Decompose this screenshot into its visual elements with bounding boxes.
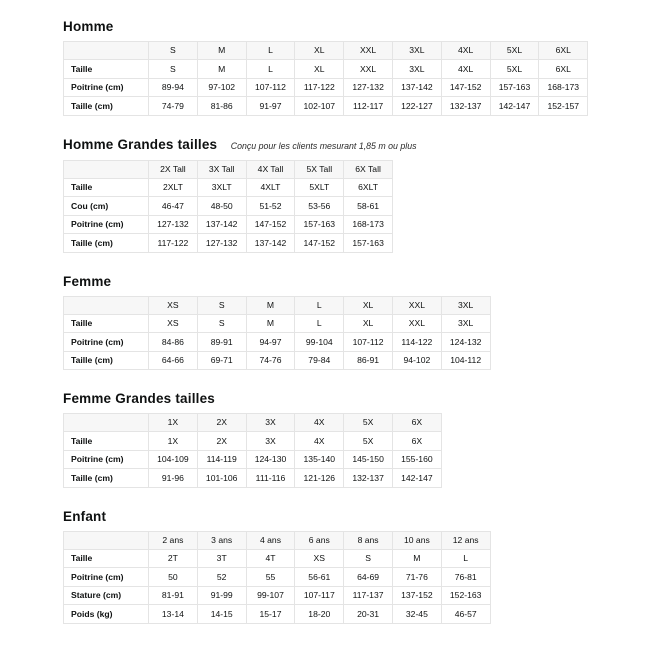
table-cell: 79-84 <box>295 351 344 369</box>
section-title: Homme <box>63 19 114 34</box>
table-cell: 122-127 <box>392 97 441 115</box>
size-chart-sections <box>63 19 650 624</box>
table-cell: L <box>441 550 490 568</box>
column-header: XS <box>149 296 198 314</box>
size-table <box>63 41 588 116</box>
table-row <box>64 234 393 252</box>
table-cell: 102-107 <box>295 97 344 115</box>
table-cell: 55 <box>246 568 295 586</box>
corner-cell <box>64 414 149 432</box>
column-header: 6 ans <box>295 531 344 549</box>
row-label: Stature (cm) <box>64 586 149 604</box>
table-cell: 48-50 <box>197 197 246 215</box>
row-label: Taille (cm) <box>64 97 149 115</box>
table-cell: 152-163 <box>441 586 490 604</box>
column-header: S <box>197 296 246 314</box>
column-header: 3X <box>246 414 295 432</box>
table-row <box>64 432 442 450</box>
table-row <box>64 178 393 196</box>
table-cell: 13-14 <box>149 605 198 623</box>
row-label: Poitrine (cm) <box>64 450 149 468</box>
table-cell: 56-61 <box>295 568 344 586</box>
table-cell: 4T <box>246 550 295 568</box>
header-row <box>64 42 588 60</box>
table-cell: 14-15 <box>197 605 246 623</box>
table-cell: M <box>392 550 441 568</box>
table-cell: 137-142 <box>246 234 295 252</box>
table-row <box>64 469 442 487</box>
table-cell: 135-140 <box>295 450 344 468</box>
table-cell: 112-117 <box>344 97 393 115</box>
table-cell: 91-99 <box>197 586 246 604</box>
size-table-body <box>64 550 491 624</box>
table-cell: 91-97 <box>246 97 295 115</box>
table-cell: 99-107 <box>246 586 295 604</box>
table-row <box>64 197 393 215</box>
table-cell: 101-106 <box>197 469 246 487</box>
size-table <box>63 296 491 371</box>
table-cell: 142-147 <box>490 97 539 115</box>
table-cell: 74-79 <box>149 97 198 115</box>
section-title: Enfant <box>63 508 107 524</box>
column-header: 2X Tall <box>149 160 198 178</box>
column-header: 3 ans <box>197 531 246 549</box>
table-cell: 117-122 <box>149 234 198 252</box>
column-header: 3X Tall <box>197 160 246 178</box>
table-cell: 4XL <box>441 60 490 78</box>
table-cell: 111-116 <box>246 469 295 487</box>
table-cell: 64-66 <box>149 351 198 369</box>
table-cell: S <box>344 550 393 568</box>
table-cell: 58-61 <box>344 197 393 215</box>
table-cell: 3XL <box>392 60 441 78</box>
row-label: Taille (cm) <box>64 234 149 252</box>
row-label: Taille (cm) <box>64 469 149 487</box>
table-cell: 2T <box>149 550 198 568</box>
table-cell: 71-76 <box>392 568 441 586</box>
column-header: 4XL <box>441 42 490 60</box>
table-cell: 53-56 <box>295 197 344 215</box>
table-cell: 15-17 <box>246 605 295 623</box>
table-cell: XS <box>149 314 198 332</box>
table-cell: 84-86 <box>149 333 198 351</box>
table-cell: 147-152 <box>246 215 295 233</box>
column-header: 4X Tall <box>246 160 295 178</box>
column-header: S <box>149 42 198 60</box>
table-cell: 6XL <box>539 60 588 78</box>
section-header <box>63 137 650 154</box>
table-row <box>64 550 491 568</box>
corner-cell <box>64 42 149 60</box>
table-cell: 117-137 <box>344 586 393 604</box>
table-cell: 3XL <box>441 314 490 332</box>
table-cell: L <box>295 314 344 332</box>
size-table <box>63 413 442 488</box>
column-header: 3XL <box>441 296 490 314</box>
table-cell: 107-117 <box>295 586 344 604</box>
header-row <box>64 160 393 178</box>
table-cell: 5X <box>344 432 393 450</box>
table-row <box>64 605 491 623</box>
table-row <box>64 351 491 369</box>
size-table-head <box>64 296 491 314</box>
table-cell: 86-91 <box>344 351 393 369</box>
table-cell: 18-20 <box>295 605 344 623</box>
size-table-head <box>64 414 442 432</box>
column-header: M <box>246 296 295 314</box>
column-header: 4 ans <box>246 531 295 549</box>
table-cell: 5XLT <box>295 178 344 196</box>
table-cell: S <box>197 314 246 332</box>
table-cell: 3X <box>246 432 295 450</box>
table-row <box>64 78 588 96</box>
table-cell: 1X <box>149 432 198 450</box>
column-header: 5X <box>344 414 393 432</box>
row-label: Taille (cm) <box>64 351 149 369</box>
table-row <box>64 215 393 233</box>
table-cell: 142-147 <box>392 469 441 487</box>
section-title: Homme Grandes tailles <box>63 136 218 152</box>
table-cell: 32-45 <box>392 605 441 623</box>
table-cell: 69-71 <box>197 351 246 369</box>
table-cell: 132-137 <box>344 469 393 487</box>
table-cell: 107-112 <box>246 78 295 96</box>
table-cell: 51-52 <box>246 197 295 215</box>
header-row <box>64 414 442 432</box>
table-cell: 81-91 <box>149 586 198 604</box>
table-cell: 74-76 <box>246 351 295 369</box>
column-header: 6XL <box>539 42 588 60</box>
column-header: XXL <box>344 42 393 60</box>
column-header: XL <box>295 42 344 60</box>
table-cell: 145-150 <box>344 450 393 468</box>
row-label: Cou (cm) <box>64 197 149 215</box>
table-cell: 168-173 <box>344 215 393 233</box>
table-cell: 127-132 <box>344 78 393 96</box>
size-table-body <box>64 432 442 487</box>
table-cell: 157-163 <box>490 78 539 96</box>
table-cell: 127-132 <box>149 215 198 233</box>
row-label: Poids (kg) <box>64 605 149 623</box>
table-cell: 137-142 <box>197 215 246 233</box>
table-cell: 81-86 <box>197 97 246 115</box>
column-header: L <box>246 42 295 60</box>
corner-cell <box>64 160 149 178</box>
table-cell: 147-152 <box>295 234 344 252</box>
table-cell: 64-69 <box>344 568 393 586</box>
table-cell: 2X <box>197 432 246 450</box>
table-cell: 117-122 <box>295 78 344 96</box>
table-cell: 3XLT <box>197 178 246 196</box>
row-label: Poitrine (cm) <box>64 215 149 233</box>
table-cell: 114-119 <box>197 450 246 468</box>
header-row <box>64 531 491 549</box>
table-cell: 3T <box>197 550 246 568</box>
table-cell: 5XL <box>490 60 539 78</box>
size-table-body <box>64 178 393 252</box>
row-label: Taille <box>64 314 149 332</box>
table-cell: 91-96 <box>149 469 198 487</box>
row-label: Taille <box>64 178 149 196</box>
table-cell: 121-126 <box>295 469 344 487</box>
section-title: Femme Grandes tailles <box>63 391 216 407</box>
table-cell: 155-160 <box>392 450 441 468</box>
size-table-body <box>64 314 491 369</box>
size-table <box>63 531 491 624</box>
table-cell: 46-47 <box>149 197 198 215</box>
table-cell: 46-57 <box>441 605 490 623</box>
table-cell: 2XLT <box>149 178 198 196</box>
size-table-head <box>64 160 393 178</box>
table-cell: 89-94 <box>149 78 198 96</box>
size-table-body <box>64 60 588 115</box>
table-cell: 137-152 <box>392 586 441 604</box>
column-header: 10 ans <box>392 531 441 549</box>
table-cell: S <box>149 60 198 78</box>
table-cell: 147-152 <box>441 78 490 96</box>
table-cell: 104-109 <box>149 450 198 468</box>
column-header: 5XL <box>490 42 539 60</box>
table-cell: 94-102 <box>392 351 441 369</box>
row-label: Poitrine (cm) <box>64 568 149 586</box>
column-header: 5X Tall <box>295 160 344 178</box>
table-cell: 20-31 <box>344 605 393 623</box>
section-header <box>63 509 650 525</box>
table-cell: 114-122 <box>392 333 441 351</box>
table-cell: 97-102 <box>197 78 246 96</box>
size-table-head <box>64 531 491 549</box>
header-row <box>64 296 491 314</box>
table-row <box>64 586 491 604</box>
column-header: M <box>197 42 246 60</box>
column-header: 6X <box>392 414 441 432</box>
table-row <box>64 314 491 332</box>
table-cell: 52 <box>197 568 246 586</box>
column-header: 3XL <box>392 42 441 60</box>
table-cell: L <box>246 60 295 78</box>
table-cell: 4X <box>295 432 344 450</box>
table-cell: XS <box>295 550 344 568</box>
table-cell: 4XLT <box>246 178 295 196</box>
table-cell: 157-163 <box>295 215 344 233</box>
size-table <box>63 160 393 253</box>
table-row <box>64 60 588 78</box>
table-cell: 152-157 <box>539 97 588 115</box>
table-row <box>64 333 491 351</box>
table-cell: XXL <box>344 60 393 78</box>
table-cell: 124-130 <box>246 450 295 468</box>
table-row <box>64 568 491 586</box>
table-cell: XL <box>295 60 344 78</box>
corner-cell <box>64 531 149 549</box>
table-cell: 89-91 <box>197 333 246 351</box>
row-label: Taille <box>64 60 149 78</box>
table-cell: 168-173 <box>539 78 588 96</box>
size-chart-section <box>63 391 650 488</box>
section-title: Femme <box>63 273 112 289</box>
section-subtitle: Conçu pour les clients mesurant 1,85 m ou plus <box>230 140 417 151</box>
size-chart-section <box>63 509 650 624</box>
table-cell: 94-97 <box>246 333 295 351</box>
table-cell: 127-132 <box>197 234 246 252</box>
size-chart-section <box>63 137 650 253</box>
table-cell: 6X <box>392 432 441 450</box>
table-cell: 124-132 <box>441 333 490 351</box>
row-label: Taille <box>64 550 149 568</box>
table-cell: 132-137 <box>441 97 490 115</box>
section-header <box>63 391 650 407</box>
table-row <box>64 97 588 115</box>
table-cell: 99-104 <box>295 333 344 351</box>
table-cell: M <box>197 60 246 78</box>
table-cell: 107-112 <box>344 333 393 351</box>
column-header: 2X <box>197 414 246 432</box>
table-cell: XXL <box>392 314 441 332</box>
size-chart-section <box>63 274 650 371</box>
table-cell: M <box>246 314 295 332</box>
row-label: Poitrine (cm) <box>64 333 149 351</box>
table-cell: XL <box>344 314 393 332</box>
column-header: XL <box>344 296 393 314</box>
section-header <box>63 274 650 290</box>
table-cell: 50 <box>149 568 198 586</box>
column-header: XXL <box>392 296 441 314</box>
size-chart-section <box>63 19 650 116</box>
table-cell: 76-81 <box>441 568 490 586</box>
column-header: 2 ans <box>149 531 198 549</box>
table-cell: 157-163 <box>344 234 393 252</box>
corner-cell <box>64 296 149 314</box>
row-label: Poitrine (cm) <box>64 78 149 96</box>
table-cell: 104-112 <box>441 351 490 369</box>
table-cell: 6XLT <box>344 178 393 196</box>
row-label: Taille <box>64 432 149 450</box>
column-header: 6X Tall <box>344 160 393 178</box>
column-header: 4X <box>295 414 344 432</box>
column-header: 12 ans <box>441 531 490 549</box>
table-row <box>64 450 442 468</box>
section-header <box>63 19 650 35</box>
column-header: L <box>295 296 344 314</box>
size-table-head <box>64 42 588 60</box>
column-header: 1X <box>149 414 198 432</box>
table-cell: 137-142 <box>392 78 441 96</box>
column-header: 8 ans <box>344 531 393 549</box>
